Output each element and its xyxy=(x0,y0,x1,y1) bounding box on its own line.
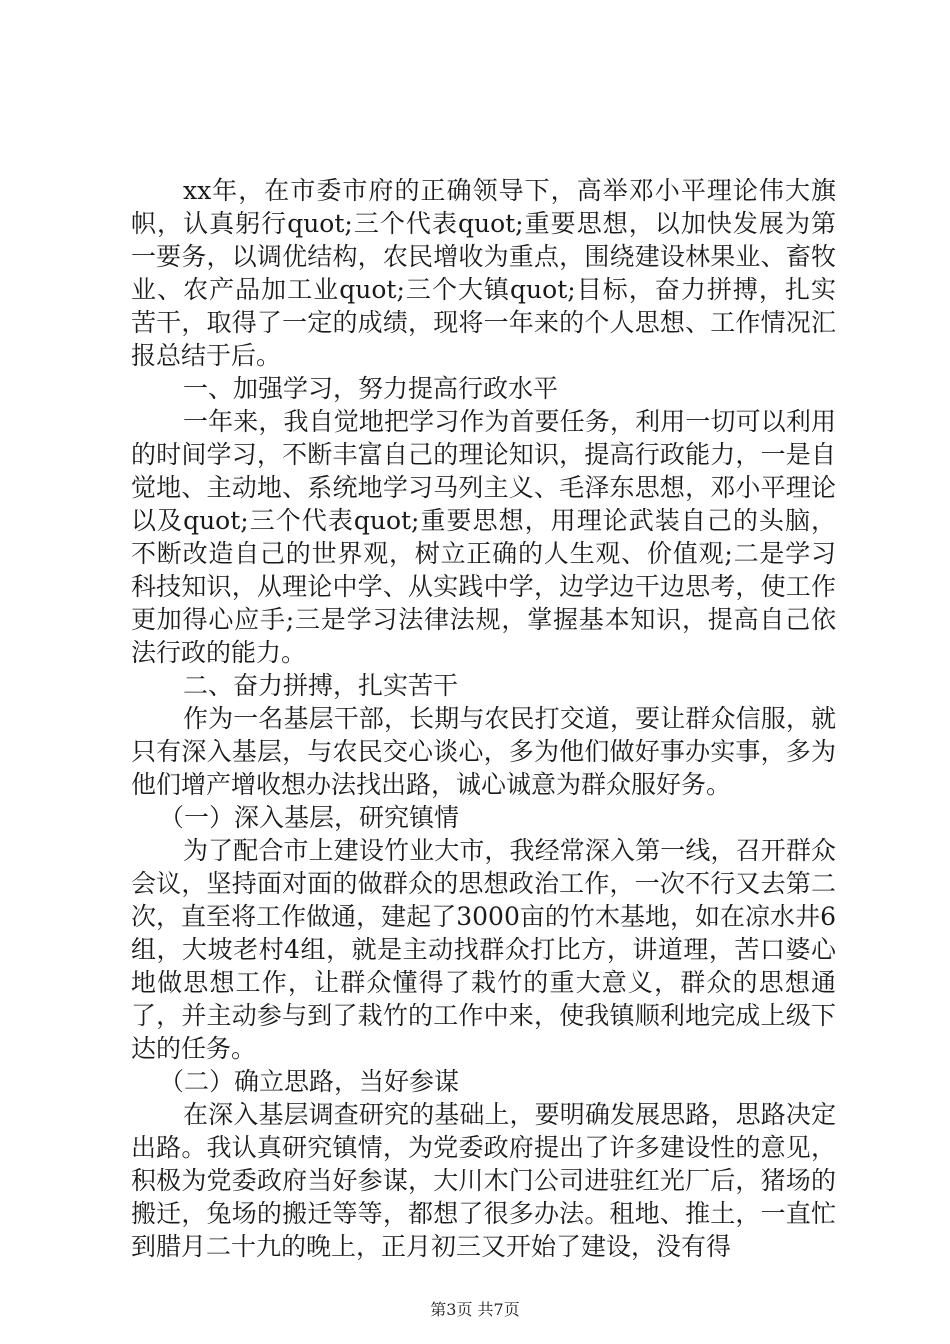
document-body xyxy=(131,174,836,1263)
paragraph-bamboo: 为了配合市上建设竹业大市，我经常深入第一线，召开群众会议，坚持面对面的做群众的思想政治工作，一次不行又去第二次，直至将工作做通，建起了3000亩的竹木基地，如在凉水井6组，大坡老村4组，就是主动找群众打比方，讲道理，苦口婆心地做思想工作，让群众懂得了栽竹的重大意义，群众的思想通了，并主动参与到了栽竹的工作中来，使我镇顺利地完成上级下达的任务。 xyxy=(131,836,836,1063)
page-number-footer: 第3页 共7页 xyxy=(430,1300,520,1319)
section-heading-1: 一、加强学习，努力提高行政水平 xyxy=(183,374,559,403)
subsection-heading-2: （二）确立思路，当好参谋 xyxy=(159,1067,460,1096)
subsection-heading-1: （一）深入基层，研究镇情 xyxy=(159,803,460,832)
paragraph-study: 一年来，我自觉地把学习作为首要任务，利用一切可以利用的时间学习，不断丰富自己的理论知识，提高行政能力，一是自觉地、主动地、系统地学习马列主义、毛泽东思想，邓小平理论以及quot;三个代表quot;重要思想，用理论武装自己的头脑，不断改造自己的世界观，树立正确的人生观、价值观;二是学习科技知识，从理论中学、从实践中学，边学边干边思考，使工作更加得心应手;三是学习法律法规，掌握基本知识，提高自己依法行政的能力。 xyxy=(131,407,836,667)
paragraph-grassroots: 作为一名基层干部，长期与农民打交道，要让群众信服，就只有深入基层，与农民交心谈心，多为他们做好事办实事，多为他们增产增收想办法找出路，诚心诚意为群众服好务。 xyxy=(131,704,836,799)
section-heading-2: 二、奋力拼搏，扎实苦干 xyxy=(183,671,459,700)
paragraph-intro: xx年，在市委市府的正确领导下，高举邓小平理论伟大旗帜，认真躬行quot;三个代表quot;重要思想，以加快发展为第一要务，以调优结构，农民增收为重点，围绕建设林果业、畜牧业、农产品加工业quot;三个大镇quot;目标，奋力拼搏，扎实苦干，取得了一定的成绩，现将一年来的个人思想、工作情况汇报总结于后。 xyxy=(131,176,836,370)
paragraph-advisor: 在深入基层调查研究的基础上，要明确发展思路，思路决定出路。我认真研究镇情，为党委政府提出了许多建设性的意见，积极为党委政府当好参谋，大川木门公司进驻红光厂后，猪场的搬迁，兔场的搬迁等等，都想了很多办法。租地、推土，一直忙到腊月二十九的晚上，正月初三又开始了建设，没有得 xyxy=(131,1100,836,1261)
